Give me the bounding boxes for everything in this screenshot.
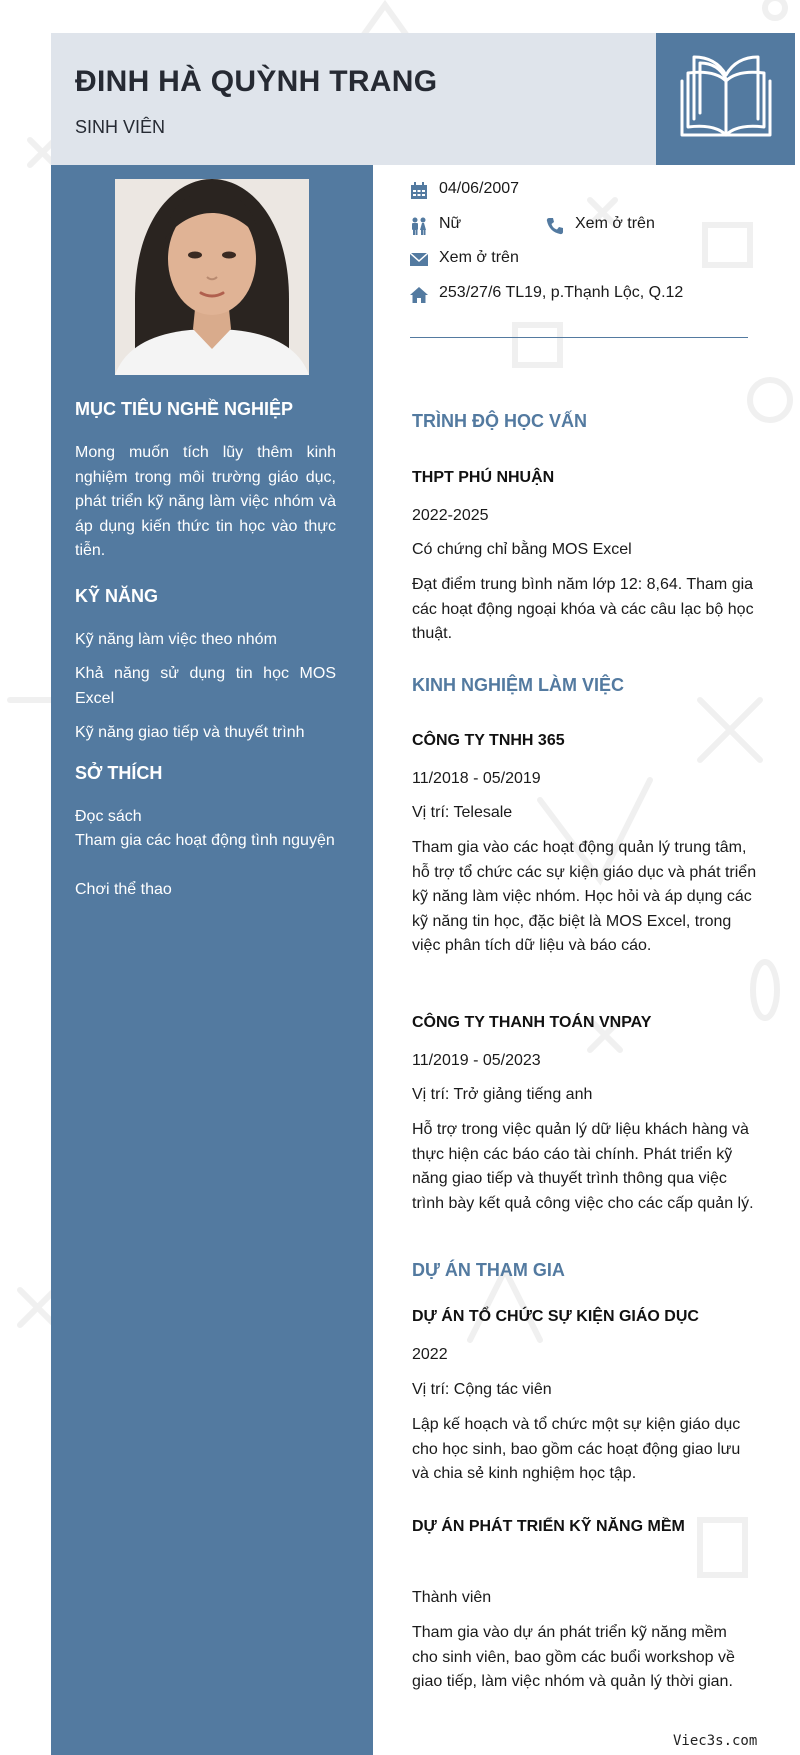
job-period: 11/2018 - 05/2019 [412,770,541,787]
hobby-item: Đọc sách [75,808,142,825]
birthdate-text: 04/06/2007 [439,180,520,197]
experience-title: KINH NGHIỆM LÀM VIỆC [412,675,625,695]
phone-text: Xem ở trên [575,215,655,232]
candidate-name: ĐINH HÀ QUỲNH TRANG [75,65,438,98]
profile-photo [115,179,309,375]
skill-item: Kỹ năng làm việc theo nhóm [75,631,277,648]
project-description: Lập kế hoạch và tổ chức một sự kiện giáo dục cho học sinh, bao gồm các hoạt động giao lưu và chia sẻ kinh nghiệm học tập. [412,1416,741,1482]
contact-divider [410,337,748,338]
job-company: CÔNG TY THANH TOÁN VNPAY [412,1014,652,1031]
home-icon [410,286,428,304]
gender-text: Nữ [439,215,462,232]
projects-title: DỰ ÁN THAM GIA [412,1260,565,1280]
open-book-icon [678,51,774,141]
job-position: Vị trí: Trở giảng tiếng anh [412,1086,593,1103]
objective-title: MỤC TIÊU NGHỀ NGHIỆP [75,399,294,419]
hobbies-title: SỞ THÍCH [75,763,163,783]
education-title: TRÌNH ĐỘ HỌC VẤN [412,411,587,431]
sidebar [51,165,373,1755]
job-description: Tham gia vào các hoạt động quản lý trung tâm, hỗ trợ tổ chức các sự kiện giáo dục và phát triển kỹ năng làm việc nhóm. Học hỏi và áp dụng các kỹ năng tin học, đặc biệt là MOS Excel, trong việc phân tích dữ liệu và báo cáo. [412,839,757,954]
education-period: 2022-2025 [412,507,489,524]
header-banner [51,33,656,165]
portrait-image [115,179,309,375]
envelope-icon [410,251,428,269]
education-description: Đạt điểm trung bình năm lớp 12: 8,64. Tham gia các hoạt động ngoại khóa và các câu lạc bộ học thuật. [412,576,754,642]
project-position: Thành viên [412,1589,492,1606]
job-description: Hỗ trợ trong việc quản lý dữ liệu khách hàng và thực hiện các báo cáo tài chính. Phát triển kỹ năng giao tiếp và thuyết trình thông qua việc trình bày kết quả công việc cho các cấp quản lý. [412,1121,754,1212]
skill-item: Kỹ năng giao tiếp và thuyết trình [75,724,305,741]
project-period: 2022 [412,1346,448,1363]
watermark-text: Viec3s.com [673,1733,758,1749]
job-company: CÔNG TY TNHH 365 [412,732,565,749]
hobby-item: Tham gia các hoạt động tình nguyện [75,832,335,849]
calendar-icon [410,182,428,200]
job-position: Vị trí: Telesale [412,804,513,821]
education-certificate: Có chứng chỉ bằng MOS Excel [412,541,632,558]
email-text: Xem ở trên [439,249,519,266]
address-text: 253/27/6 TL19, p.Thạnh Lộc, Q.12 [439,284,684,301]
people-icon [410,217,428,235]
job-period: 11/2019 - 05/2023 [412,1052,541,1069]
project-name: DỰ ÁN PHÁT TRIỂN KỸ NĂNG MỀM [412,1518,685,1535]
project-description: Tham gia vào dự án phát triển kỹ năng mềm cho sinh viên, bao gồm các buổi workshop về giao tiếp, làm việc nhóm và quản lý thời gian. [412,1624,735,1690]
objective-text: Mong muốn tích lũy thêm kinh nghiệm trong môi trường giáo dục, phát triển kỹ năng làm việc nhóm và áp dụng kiến thức tin học vào thực tiễn. [75,444,336,559]
school-name: THPT PHÚ NHUẬN [412,469,555,486]
logo-box [656,33,795,165]
phone-icon [546,217,564,235]
project-name: DỰ ÁN TỔ CHỨC SỰ KIỆN GIÁO DỤC [412,1308,699,1325]
skills-title: KỸ NĂNG [75,586,159,606]
hobby-item: Chơi thể thao [75,881,172,898]
project-position: Vị trí: Cộng tác viên [412,1381,552,1398]
candidate-role: SINH VIÊN [75,117,166,137]
skill-item: Khả năng sử dụng tin học MOS Excel [75,665,336,707]
